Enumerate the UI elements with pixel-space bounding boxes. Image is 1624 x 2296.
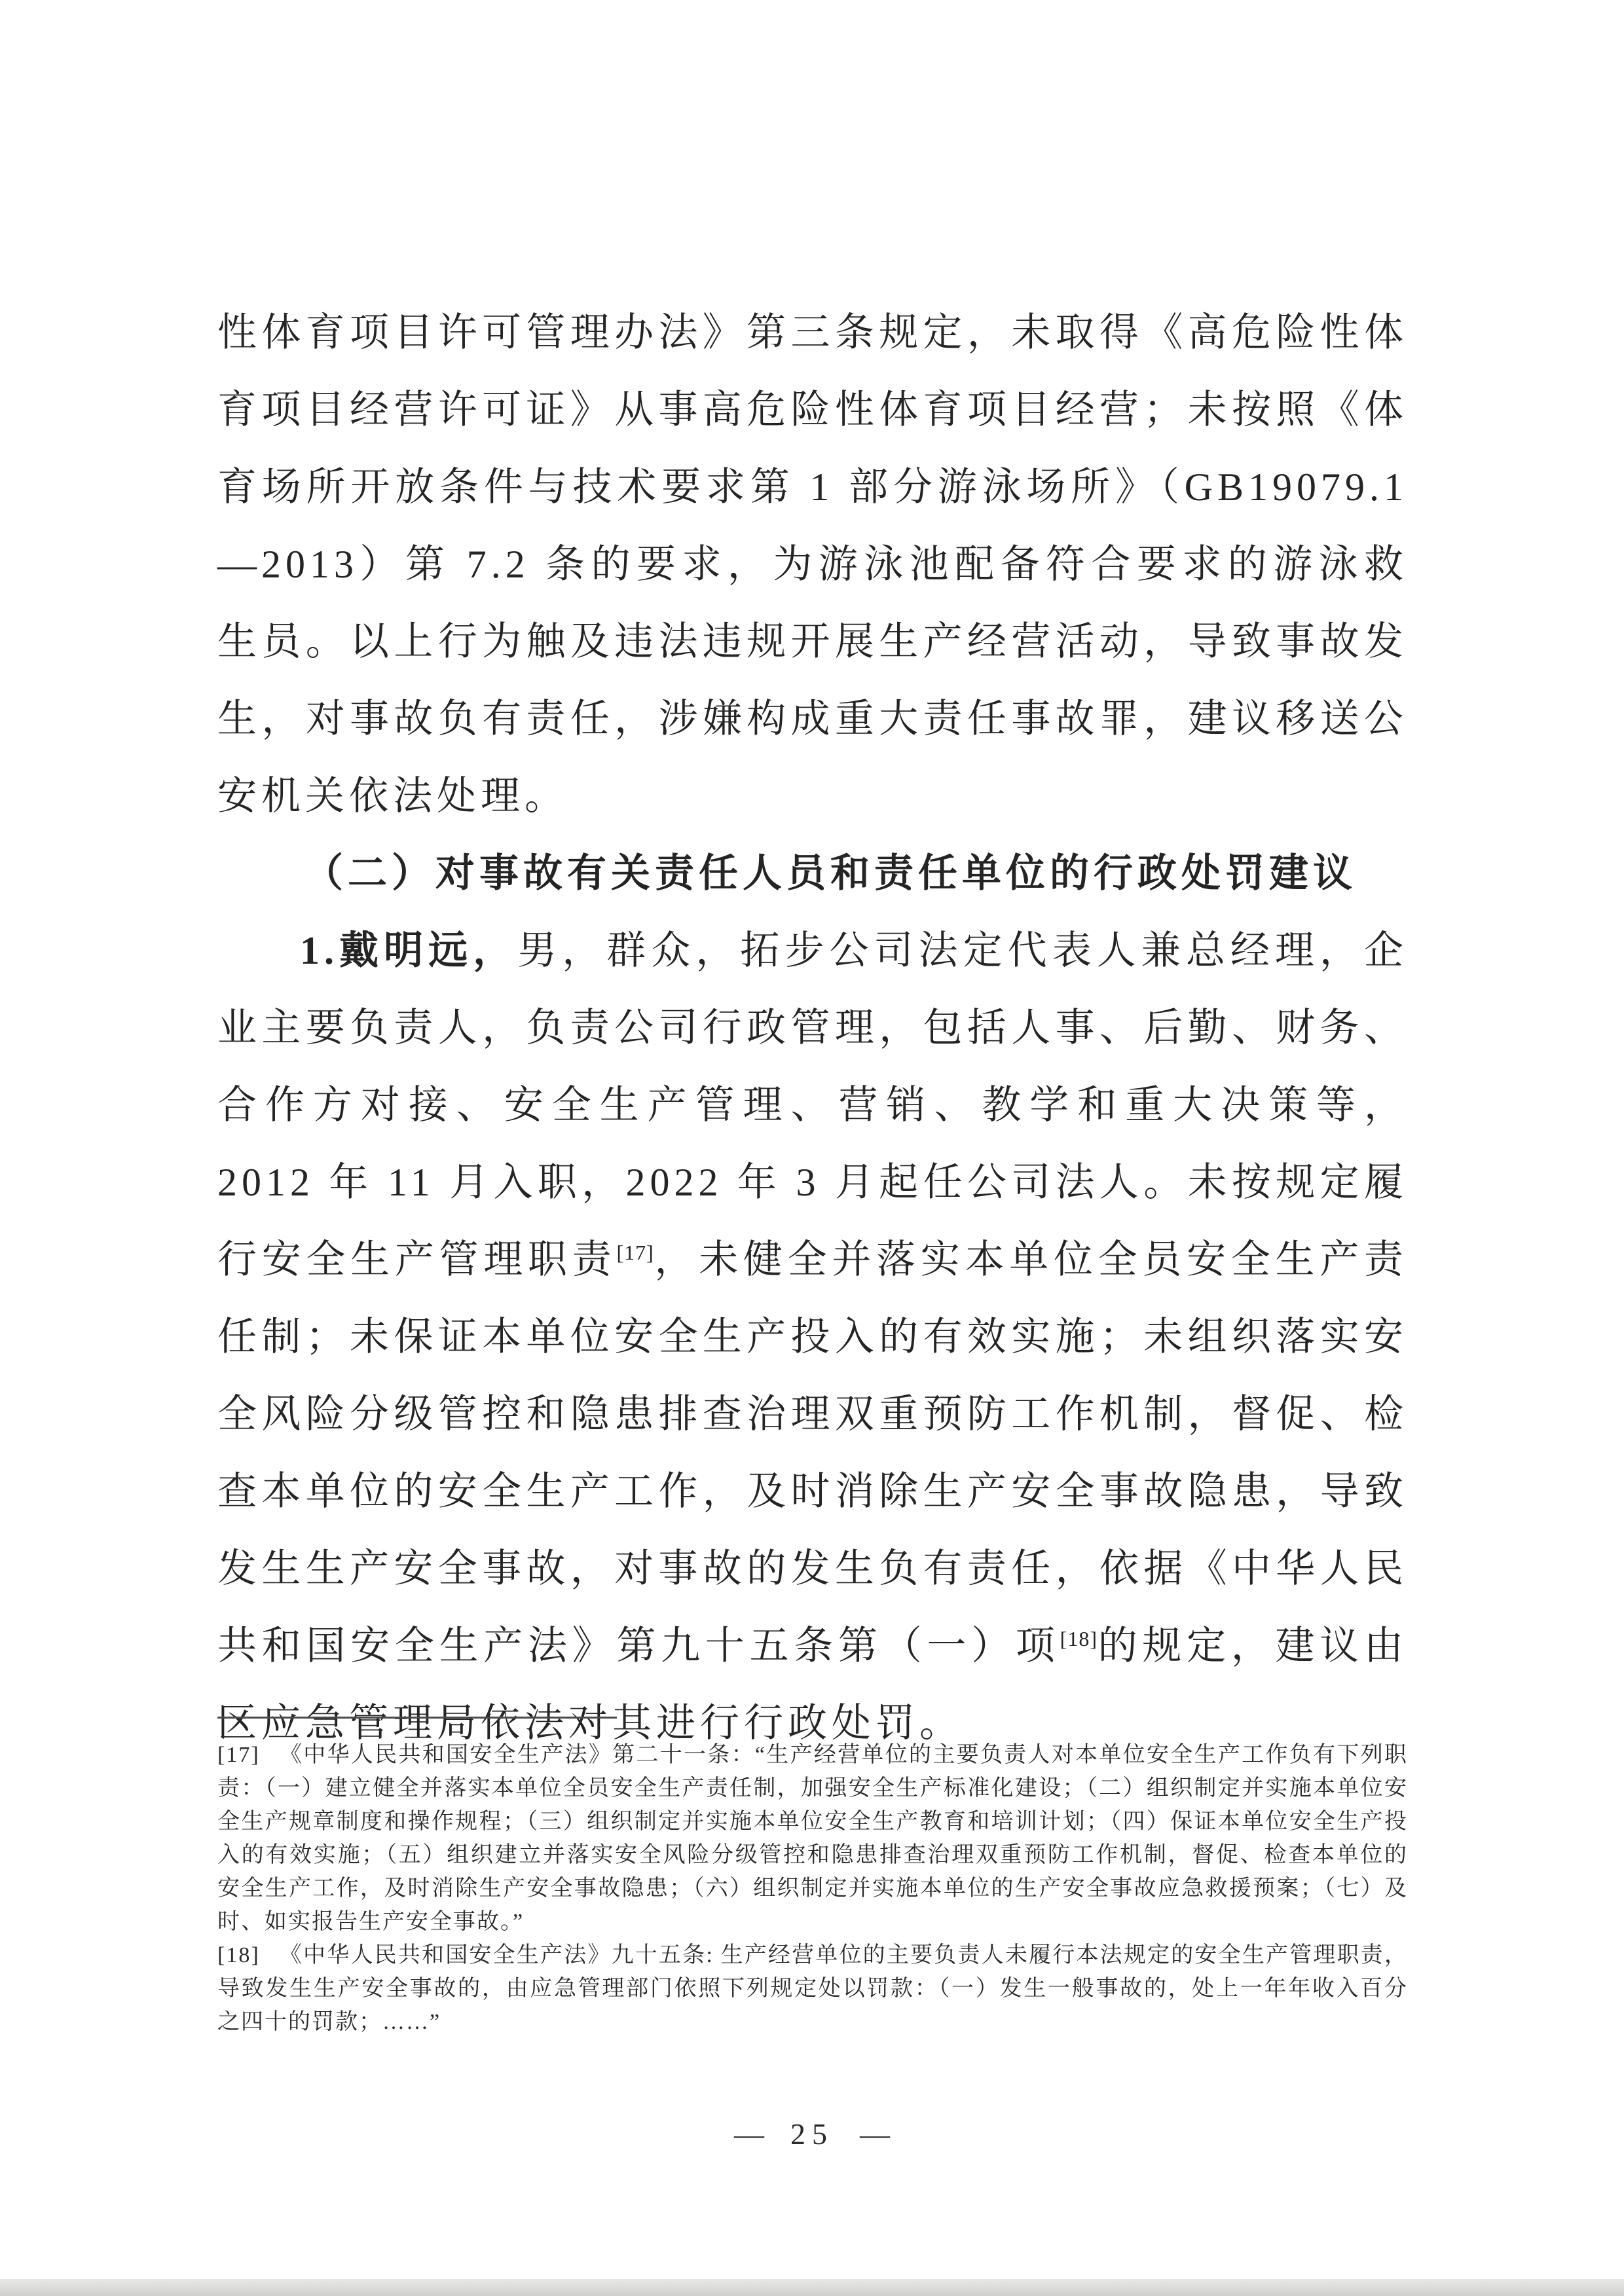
person-name-lead: 1.戴明远， (300, 929, 518, 972)
footnote-separator (217, 1717, 617, 1719)
report-body (217, 294, 1408, 1762)
footnote-ref-17: [17] (616, 1241, 654, 1265)
footnote-17-marker: [17] (217, 1743, 260, 1767)
page-number (0, 2116, 1624, 2153)
footnote-ref-18: [18] (1060, 1627, 1098, 1651)
paragraph-continued: 性体育项目许可管理办法》第三条规定，未取得《高危险性体育项目经营许可证》从事高危险性体育项目经营；未按照《体育场所开放条件与技术要求第 1 部分游泳场所》（GB19079.1—2013）第 7.2 条的要求，为游泳池配备符合要求的游泳救生员。以上行为触及违法违规开展生产经营活动，导致事故发生，对事故负有责任，涉嫌构成重大责任事故罪，建议移送公安机关依法处理。 (217, 311, 1408, 818)
person-text-1: 男，群众，拓步公司法定代表人兼总经理，企业主要负责人，负责公司行政管理，包括人事、后勤、财务、合作方对接、安全生产管理、营销、教学和重大决策等，2012 年 11 月入职，2022 年 3 月起任公司法人。未按规定履行安全生产管理职责 (217, 929, 1409, 1281)
section-heading: （二）对事故有关责任人员和责任单位的行政处罚建议 (304, 852, 1357, 895)
page-number-dash-right: — (860, 2117, 890, 2151)
page-number-dash-left: — (734, 2117, 764, 2151)
scan-edge-artifact (0, 2279, 1624, 2296)
person-text-2: ，未健全并落实本单位全员安全生产责任制；未保证本单位安全生产投入的有效实施；未组织落实安全风险分级管控和隐患排查治理双重预防工作机制，督促、检查本单位的安全生产工作，及时消除生产安全事故隐患，导致发生生产安全事故，对事故的发生负有责任，依据《中华人民共和国安全生产法》第九十五条第（一）项 (217, 1238, 1408, 1667)
footnote-17 (217, 1738, 1408, 1939)
footnote-18-marker: [18] (217, 1943, 260, 1967)
footnotes-section (217, 1717, 1408, 2039)
footnote-18 (217, 1939, 1408, 2039)
footnote-17-text: 《中华人民共和国安全生产法》第二十一条：“生产经营单位的主要负责人对本单位安全生产工作负有下列职责：（一）建立健全并落实本单位全员安全生产责任制，加强安全生产标准化建设；（二）组织制定并实施本单位安全生产规章制度和操作规程；（三）组织制定并实施本单位安全生产教育和培训计划；（四）保证本单位安全生产投入的有效实施；（五）组织建立并落实安全风险分级管控和隐患排查治理双重预防工作机制，督促、检查本单位的安全生产工作，及时消除生产安全事故隐患；（六）组织制定并实施本单位的生产安全事故应急救援预案；（七）及时、如实报告生产安全事故。” (217, 1743, 1408, 1934)
paragraph-person-1 (217, 912, 1408, 1762)
footnote-18-text: 《中华人民共和国安全生产法》九十五条: 生产经营单位的主要负责人未履行本法规定的安全生产管理职责，导致发生生产安全事故的，由应急管理部门依照下列规定处以罚款：（一）发生一般事故的，处上一年年收入百分之四十的罚款；……” (217, 1943, 1408, 2034)
page-number-value: 25 (790, 2117, 834, 2151)
person-text-3: 的规定，建议由区应急管理局依法对其进行行政处罚。 (217, 1624, 1408, 1745)
